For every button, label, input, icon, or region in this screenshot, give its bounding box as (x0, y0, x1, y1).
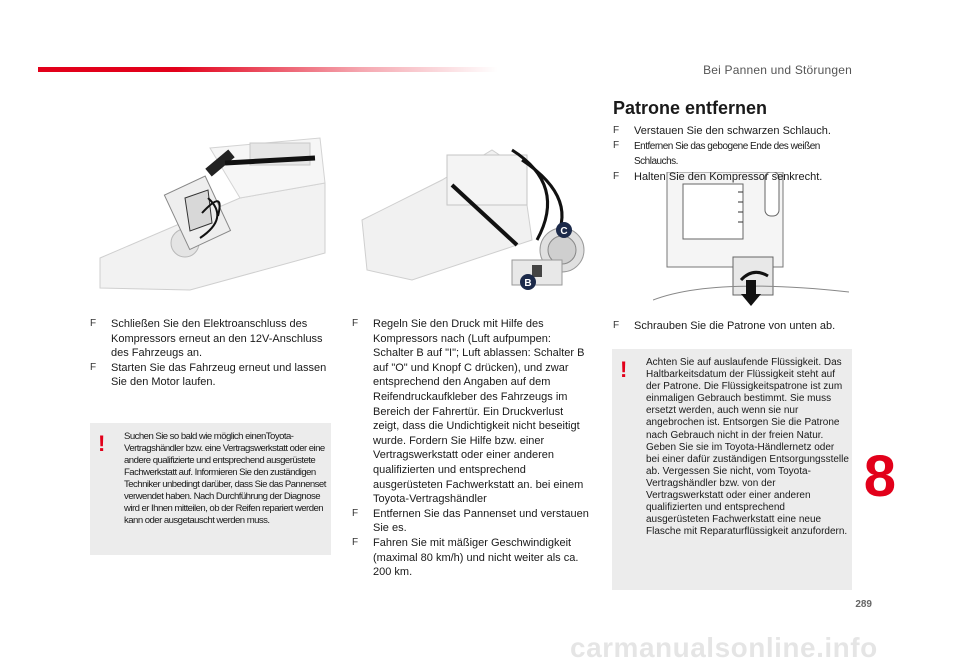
exclamation-icon: ! (98, 431, 106, 456)
bullet-text: Halten Sie den Kompressor senkrecht. (634, 170, 823, 183)
middle-column (352, 317, 592, 580)
list-item (352, 536, 592, 580)
warning-box-right (612, 349, 852, 590)
bullet-marker: F (352, 536, 359, 548)
cartridge-removal-drawing (653, 172, 849, 308)
illustration-cartridge-removal (653, 172, 849, 308)
list-item (613, 170, 858, 185)
middle-bullet-list (352, 317, 592, 580)
section-title: Bei Pannen und Störungen (703, 63, 852, 77)
bullet-text: Fahren Sie mit mäßiger Geschwindigkeit (maximal 80 km/h) und nicht weiter als ca. 200 km. (373, 536, 579, 579)
compressor-connect-drawing (90, 128, 330, 292)
list-item (90, 317, 332, 361)
list-item (90, 361, 332, 390)
warning-text-right: Achten Sie auf auslaufende Flüssigkeit. Das Haltbarkeitsdatum der Flüssigkeit steht auf der Patrone. Die Flüssigkeitspatrone ist zum einmaligen Gebrauch bestimmt. Sie muss ersetzt werden, auch wenn sie nur angebrochen ist. Entsorgen Sie die Patrone nach Gebrauch nicht in der freien Natur. Geben Sie sie im Toyota-Händlernetz oder bei einer dafür zuständigen Entsorgungsstelle ab. Vergessen Sie nicht, vom Toyota-Vertragshändler bzw. von der Vertragswerkstatt oder einer anderen qualifizierten und entsprechend ausgerüsteten Fachwerkstatt eine neue Flasche mit Reparaturflüssigkeit anzufordern. (646, 357, 849, 538)
left-column (90, 317, 332, 390)
page-number: 289 (855, 599, 872, 610)
warning-box-left (90, 423, 331, 555)
bullet-text: Regeln Sie den Druck mit Hilfe des Kompressors nach (Luft aufpumpen: Schalter B auf "I"; Luft ablassen: Schalter B auf "O" und Knopf C drücken), und zwar entsprechend den Angaben auf dem Reifendruckaufkleber des Fahrzeugs im Bereich der Fahrertür. Ein Druckverlust zeigt, dass die Undichtigkeit nicht beseitigt wurde. Fordern Sie Hilfe bzw. einer Vertragswerkstatt oder einer anderen qualifizierten und entsprechend ausgerüsteten Fachwerkstatt an. bei einem Toyota-Vertragshändler (373, 318, 585, 506)
label-c: C (560, 226, 568, 237)
bullet-marker: F (352, 318, 359, 329)
list-item (613, 124, 858, 139)
left-bullet-list (90, 317, 332, 390)
list-item (352, 317, 592, 507)
bullet-marker: F (352, 507, 359, 519)
right-column-after (613, 319, 858, 334)
compressor-buttons-drawing (352, 130, 590, 292)
bullet-text: Entfernen Sie das gebogene Ende des weißen Schlauchs. (634, 140, 820, 168)
bullet-text: Schließen Sie den Elektroanschluss des Kompressors erneut an den 12V-Anschluss des Fahrzeugs an. (111, 318, 323, 360)
bullet-marker: F (613, 125, 620, 136)
bullet-marker: F (613, 170, 620, 182)
bullet-marker: F (90, 361, 97, 373)
exclamation-icon: ! (620, 357, 628, 382)
list-item (613, 319, 858, 334)
bullet-marker: F (613, 320, 620, 331)
list-item (352, 507, 592, 536)
list-item (613, 139, 858, 170)
section-heading: Patrone entfernen (613, 98, 768, 118)
illustration-compressor-buttons (352, 130, 590, 292)
bullet-text: Verstauen Sie den schwarzen Schlauch. (634, 125, 831, 137)
watermark: carmanualsonline.info (570, 632, 878, 663)
right-bullet-list (613, 124, 858, 184)
warning-text-left: Suchen Sie so bald wie möglich einenToyota-Vertragshändler bzw. eine Vertragswerkstatt oder eine andere qualifizierte und entsprechend ausgerüstete Fachwerkstatt auf. Informieren Sie den zuständigen Techniker unbedingt darüber, dass Sie das Pannenset verwendet haben. Nach Durchführung der Diagnose wird er Ihnen mitteilen, ob der Reifen repariert werden kann oder ausgetauscht werden muss. (124, 431, 326, 526)
illustration-compressor-connect (90, 128, 330, 292)
bullet-marker: F (613, 139, 620, 151)
label-b: B (524, 278, 532, 289)
header-accent-bar (38, 67, 498, 72)
bullet-text: Schrauben Sie die Patrone von unten ab. (634, 320, 836, 332)
right-bullet-list-after (613, 319, 858, 334)
bullet-marker: F (90, 318, 97, 329)
right-column-top (613, 124, 858, 184)
bullet-text: Entfernen Sie das Pannenset und verstauen Sie es. (373, 507, 589, 535)
chapter-number: 8 (863, 444, 896, 509)
bullet-text: Starten Sie das Fahrzeug erneut und lassen Sie den Motor laufen. (111, 361, 327, 389)
